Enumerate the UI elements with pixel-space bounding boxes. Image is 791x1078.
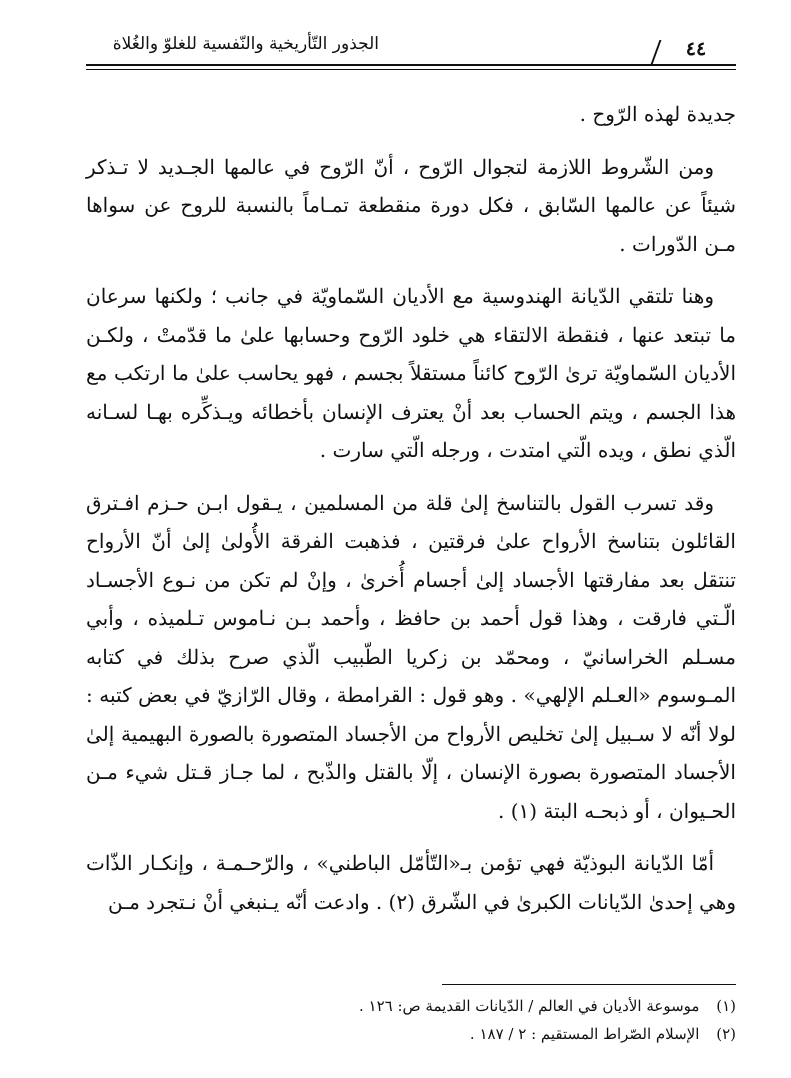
footnotes: [86, 992, 736, 1048]
header-rule-thin: [86, 69, 736, 70]
footnote-item: [86, 992, 736, 1020]
paragraph: ومن الشّروط اللازمة لتجوال الرّوح ، أنّ الرّوح في عالمها الجـديد لا تـذكر شيئاً عن عالمها السّابق ، فكل دورة منقطعة تمـاماً بالنسبة للروح عن سواها مـن الدّورات .: [86, 154, 736, 256]
footnote-number: (١): [716, 997, 736, 1015]
paragraph: وقد تسرب القول بالتناسخ إلىٰ قلة من المسلمين ، يـقول ابـن حـزم افـترق القائلون بتناسخ الأرواح علىٰ فرقتين ، فذهبت الفرقة الأُولىٰ إلىٰ أنّ الأرواح تنتقل بعد مفارقتها الأجساد إلىٰ أجسام أُخرىٰ ، وإنْ لم تكن من نـوع الأجسـاد الّـتي فارقت ، وهذا قول أحمد بن حافظ ، وأحمد بـن نـاموس تـلميذه ، وأبي مسـلم الخراسانيّ ، ومحمّد بن زكريا الطّبيب الّذي صرح بذلك في كتابه المـوسوم «العـلم الإلهي» . وهو قول : القرامطة ، وقال الرّازيّ في بعض كتبه : لولا أنّه لا سـبيل إلىٰ تخليص الأرواح من الأجساد المتصورة بالصورة البهيمية إلىٰ الأجساد المتصورة بصورة الإنسان ، إلّا بالقتل والذّبح ، لما جـاز قـتل شيء مـن الحـيوان ، أو ذبحـه البتة (١) .: [86, 490, 736, 823]
footnote-divider: [442, 984, 736, 985]
footnote-number: (٢): [716, 1025, 736, 1043]
paragraph: وهنا تلتقي الدّيانة الهندوسية مع الأديان السّماويّة في جانب ؛ ولكنها سرعان ما تبتعد عنها ، فنقطة الالتقاء هي خلود الرّوح وحسابها علىٰ ما قدّمتْ ، ولكـن الأديان السّماويّة ترىٰ الرّوح كائناً مستقلاً بجسم ، فهو يحاسب علىٰ ما ارتكب مع هذا الجسم ، ويتم الحساب بعد أنْ يعترف الإنسان بأخطائه ويـذكِّره بهـا لسـانه الّذي نطق ، ويده الّتي امتدت ، ورجله الّتي سارت .: [86, 284, 736, 462]
footnote-text: موسوعة الأديان في العالم / الدّيانات القديمة ص: ١٢٦ .: [358, 997, 700, 1015]
paragraph: أمّا الدّيانة البوذيّة فهي تؤمن بـ«التّأمّل الباطني» ، والرّحـمـة ، وإنكـار الذّات وهي إحدىٰ الدّيانات الكبرىٰ في الشّرق (٢) . وادعت أنّه يـنبغي أنْ نـتجرد مـن: [86, 851, 736, 914]
running-title: الجذور التّأريخية والنّفسية للغلوّ والغُلاة: [112, 34, 379, 54]
footnote-text: الإسلام الصّراط المستقيم : ٢ / ١٨٧ .: [469, 1025, 700, 1043]
header-rule: [86, 64, 736, 66]
paragraph: جديدة لهذه الرّوح .: [579, 102, 736, 126]
footnote-item: [86, 1020, 736, 1048]
body-text: [86, 95, 736, 935]
page-number: ٤٤: [685, 38, 707, 60]
